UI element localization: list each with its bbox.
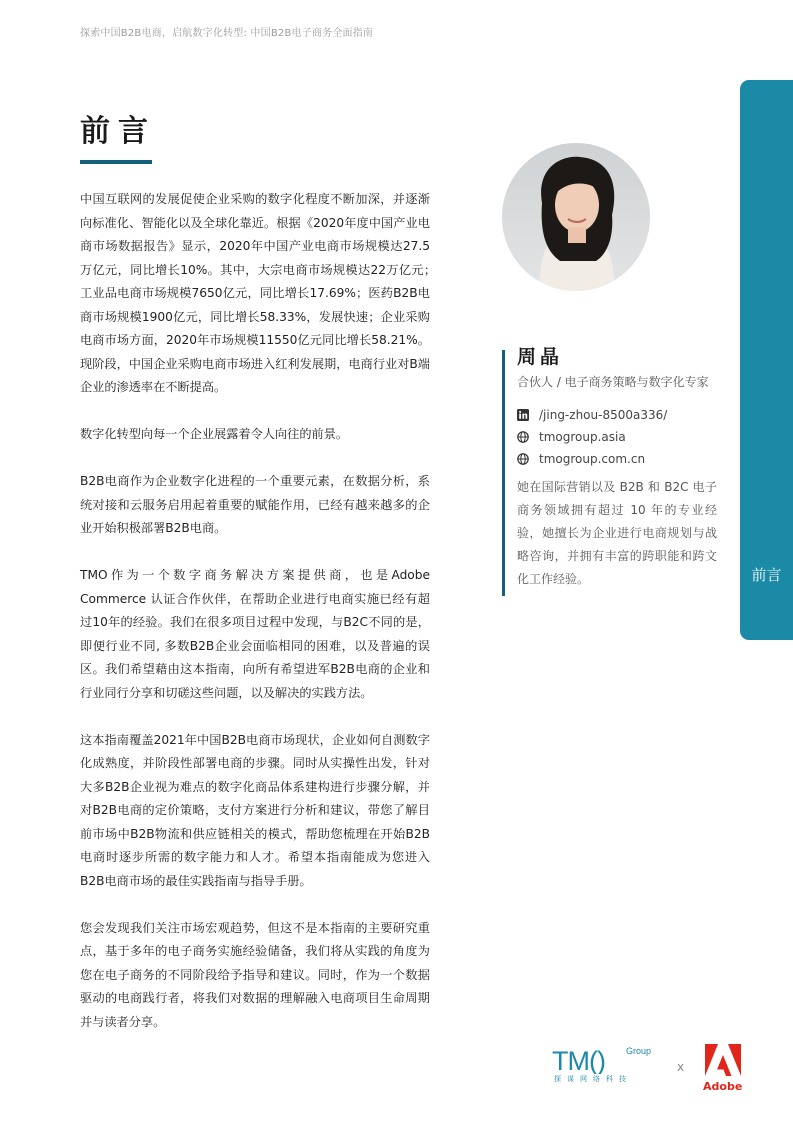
body-text <box>80 188 443 1058</box>
contact-list <box>517 404 667 470</box>
tmo-wordmark: TM() <box>552 1046 605 1074</box>
contact-linkedin[interactable] <box>517 404 667 426</box>
contact-linkedin-text: /jing-zhou-8500a336/ <box>539 408 668 422</box>
tmo-group-label: Group <box>626 1046 652 1056</box>
author-name: 周晶 <box>517 346 564 368</box>
globe-icon <box>517 431 529 443</box>
adobe-wordmark: Adobe <box>703 1080 743 1093</box>
author-accent-bar <box>502 350 505 596</box>
linkedin-icon <box>517 409 529 421</box>
contact-website-cn-text: tmogroup.com.cn <box>539 452 646 466</box>
section-side-tab[interactable] <box>740 80 793 640</box>
author-panel <box>502 342 732 597</box>
contact-website-asia-text: tmogroup.asia <box>539 430 626 444</box>
body-paragraph: 这本指南覆盖2021年中国B2B电商市场现状，企业如何自测数字化成熟度，并阶段性部署电商的步骤。同时从实操性出发，针对大多B2B企业视为难点的数字化商品体系建构进行步骤分解，并对B2B电商的定价策略，支付方案进行分析和建议，带您了解目前市场中B2B物流和供应链相关的模式，帮助您梳理在开始B2B电商时逐步所需的数字能力和人才。希望本指南能成为您进入B2B电商市场的最佳实践指南与指导手册。 <box>80 732 430 888</box>
tmo-logo <box>552 1044 662 1078</box>
tmo-tagline: 探谋网络科技 <box>554 1075 632 1083</box>
footer-logos <box>552 1040 752 1100</box>
title-underline <box>80 160 152 164</box>
side-tab-label: 前言 <box>751 566 782 584</box>
body-paragraph: 数字化转型向每一个企业展露着令人向往的前景。 <box>80 427 349 441</box>
running-header: 探索中国B2B电商，启航数字化转型: 中国B2B电子商务全面指南 <box>80 28 374 39</box>
author-role: 合伙人 / 电子商务策略与数字化专家 <box>517 375 709 389</box>
body-paragraph: 您会发现我们关注市场宏观趋势，但这不是本指南的主要研究重点，基于多年的电子商务实施经验储备，我们将从实践的角度为您在电子商务的不同阶段给予指导和建议。同时，作为一个数据驱动的电商践行者，将我们对数据的理解融入电商项目生命周期并与读者分享。 <box>80 920 430 1029</box>
page-title: 前言 <box>80 114 156 149</box>
adobe-icon <box>705 1044 741 1080</box>
author-bio: 她在国际营销以及 B2B 和 B2C 电子商务领域拥有超过 10 年的专业经验，她擅长为企业进行电商规划与战略咨询，并拥有丰富的跨职能和跨文化工作经验。 <box>517 480 717 586</box>
body-paragraph: TMO作为一个数字商务解决方案提供商，也是Adobe Commerce 认证合作伙伴，在帮助企业进行电商实施已经有超过10年的经验。我们在很多项目过程中发现，与B2C不同的是，即便行业不同, 多数B2B企业会面临相同的困难，以及普遍的误区。我们希望藉由这本指南，向所有希望进军B2B电商的企业和行业同行分享和切磋这些问题，以及解决的实践方法。 <box>80 568 430 700</box>
logo-separator: x <box>677 1060 685 1074</box>
contact-website-asia[interactable] <box>517 426 667 448</box>
contact-website-cn[interactable] <box>517 448 667 470</box>
globe-icon <box>517 453 529 465</box>
body-paragraph: B2B电商作为企业数字化进程的一个重要元素，在数据分析，系统对接和云服务启用起着重要的赋能作用，已经有越来越多的企业开始积极部署B2B电商。 <box>80 474 430 535</box>
author-portrait <box>502 143 650 291</box>
body-paragraph: 中国互联网的发展促使企业采购的数字化程度不断加深，并逐渐向标准化、智能化以及全球化靠近。根据《2020年度中国产业电商市场数据报告》显示，2020年中国产业电商市场规模达27.5万亿元，同比增长10%。其中，大宗电商市场规模达22万亿元； 工业品电商市场规模7650亿元，同比增长17.69%；医药B2B电商市场规模1900亿元，同比增长58.33%，发展快速；企业采购电商市场方面，2020年市场规模11550亿元同比增长58.21%。现阶段，中国企业采购电商市场进入红利发展期，电商行业对B端企业的渗透率在不断提高。 <box>80 192 443 394</box>
